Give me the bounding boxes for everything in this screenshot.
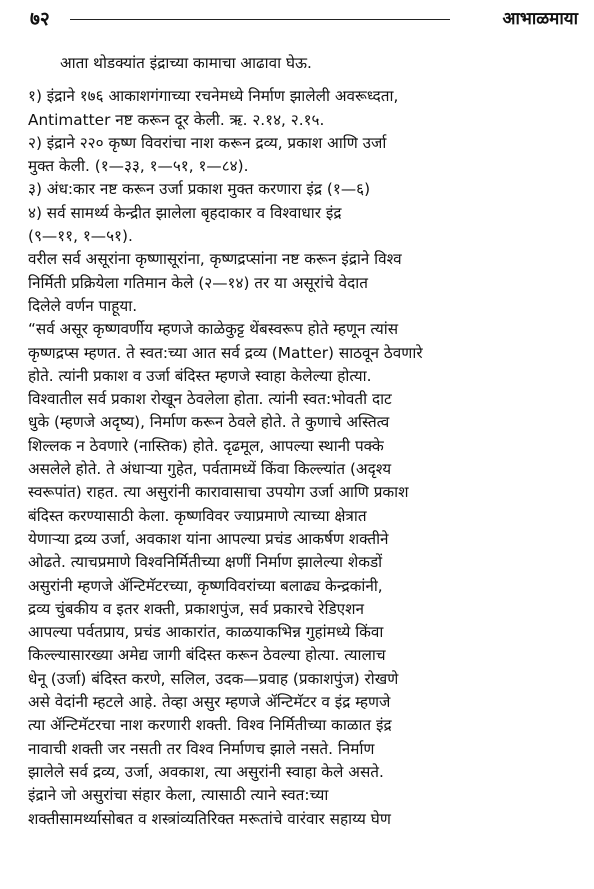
quote-line: असलेले होते. ते अंधाऱ्या गुहेत, पर्वतामध्यें किंवा किल्ल्यांत (अदृश्य <box>28 460 392 479</box>
quote-line: शिल्लक न ठेवणारे (नास्तिक) होते. दृढमूल, आपल्या स्थानी पक्के <box>28 436 384 455</box>
list-item-3: ३) अंध:कार नष्ट करून उर्जा प्रकाश मुक्त करणारा इंद्र (१—६) <box>28 180 371 199</box>
paragraph-line: निर्मिती प्रक्रियेला गतिमान केले (२—१४) तर या असूरांचे वेदात <box>28 273 368 292</box>
quote-line: होते. त्यांनी प्रकाश व उर्जा बंदिस्त म्हणजे स्वाहा केलेल्या होत्या. <box>28 366 372 385</box>
paragraph-line: दिलेले वर्णन पाहूया. <box>28 296 138 315</box>
quote-line: त्या ॲन्टिमॅटरचा नाश करणारी शक्ती. विश्व निर्मितीच्या काळात इंद्र <box>28 716 392 735</box>
quote-line: स्वरूपांत) राहत. त्या असुरांनी कारावासाचा उपयोग उर्जा आणि प्रकाश <box>28 483 409 502</box>
quote-line: ओढते. त्याचप्रमाणे विश्वनिर्मितीच्या क्षणीं निर्माण झालेल्या शेकडों <box>28 553 383 572</box>
text-line: मुक्त केली. (१—३३, १—५१, १—८४). <box>28 157 249 176</box>
quote-line: द्रव्य चुंबकीय व इतर शक्ती, प्रकाशपुंज, सर्व प्रकारचे रेडिएशन <box>28 599 364 618</box>
quote-line: बंदिस्त करण्यासाठी केला. कृष्णविवर ज्याप्रमाणे त्याच्या क्षेत्रात <box>28 506 367 525</box>
body-text <box>28 52 576 831</box>
quote-line: किल्ल्यासारख्या अमेद्य जागी बंदिस्त करून ठेवल्या होत्या. त्यालाच <box>28 646 386 665</box>
paragraph-line: वरील सर्व असूरांना कृष्णासूरांना, कृष्णद्रप्सांना नष्ट करून इंद्राने विश्व <box>28 250 402 269</box>
quote-line: “सर्व असूर कृष्णवर्णीय म्हणजे काळेकुट्ट थेंबस्वरूप होते म्हणून त्यांस <box>28 320 399 339</box>
running-title: आभाळमाया <box>502 9 578 29</box>
quote-line: धुके (म्हणजे अदृष्य), निर्माण करून ठेवले होते. ते कुणाचे अस्तित्व <box>28 413 390 432</box>
quote-line: आपल्या पर्वतप्राय, प्रचंड आकारांत, काळयाकभिन्न गुहांमध्ये किंवा <box>28 623 384 642</box>
page-header <box>30 6 578 32</box>
list-item-2: २) इंद्राने २२० कृष्ण विवरांचा नाश करून द्रव्य, प्रकाश आणि उर्जा <box>28 133 387 152</box>
quote-line: असुरांनी म्हणजे ॲन्टिमॅटरच्या, कृष्णविवरांच्या बलाढ्य केन्द्रकांनी, <box>28 576 383 595</box>
header-rule <box>70 19 450 20</box>
list-item-1: १) इंद्राने १७६ आकाशगंगाच्या रचनेमध्ये निर्माण झालेली अवरूध्दता, <box>28 87 399 106</box>
quote-line: शक्तीसामर्थ्यासोबत व शस्त्रांव्यतिरिक्त मरूतांचे वारंवार सहाय्य घेण <box>28 809 391 828</box>
quote-line: इंद्राने जो असुरांचा संहार केला, त्यासाठी त्याने स्वत:च्या <box>28 786 329 805</box>
text-line: (९—११, १—५१). <box>28 227 133 246</box>
page-number: ७२ <box>30 8 50 30</box>
quote-line: नावाची शक्ती जर नसती तर विश्व निर्माणच झाले नसते. निर्माण <box>28 739 375 758</box>
quote-line: असे वेदांनी म्हटले आहे. तेव्हा असुर म्हणजे ॲन्टिमॅटर व इंद्र म्हणजे <box>28 693 391 712</box>
quote-line: धेनू (उर्जा) बंदिस्त करणे, सलिल, उदक—प्रवाह (प्रकाशपुंज) रोखणे <box>28 669 399 688</box>
text-line: आता थोडक्यांत इंद्राच्या कामाचा आढावा घेऊ. <box>60 54 312 72</box>
quote-line: झालेले सर्व द्रव्य, उर्जा, अवकाश, त्या असुरांनी स्वाहा केले असते. <box>28 762 384 781</box>
quote-line: कृष्णद्रप्स म्हणत. ते स्वत:च्या आत सर्व द्रव्य (Matter) साठवून ठेवणारे <box>28 343 423 362</box>
text-line: Antimatter नष्ट करून दूर केली. ऋ. २.१४, २.१५. <box>28 110 325 129</box>
list-item-4: ४) सर्व सामर्थ्य केन्द्रीत झालेला बृहदाकार व विश्वाधार इंद्र <box>28 203 342 222</box>
quote-line: येणाऱ्या द्रव्य उर्जा, अवकाश यांना आपल्या प्रचंड आकर्षण शक्तीने <box>28 529 389 548</box>
quote-line: विश्वातील सर्व प्रकाश रोखून ठेवलेला होता. त्यांनी स्वत:भोवती दाट <box>28 390 392 409</box>
